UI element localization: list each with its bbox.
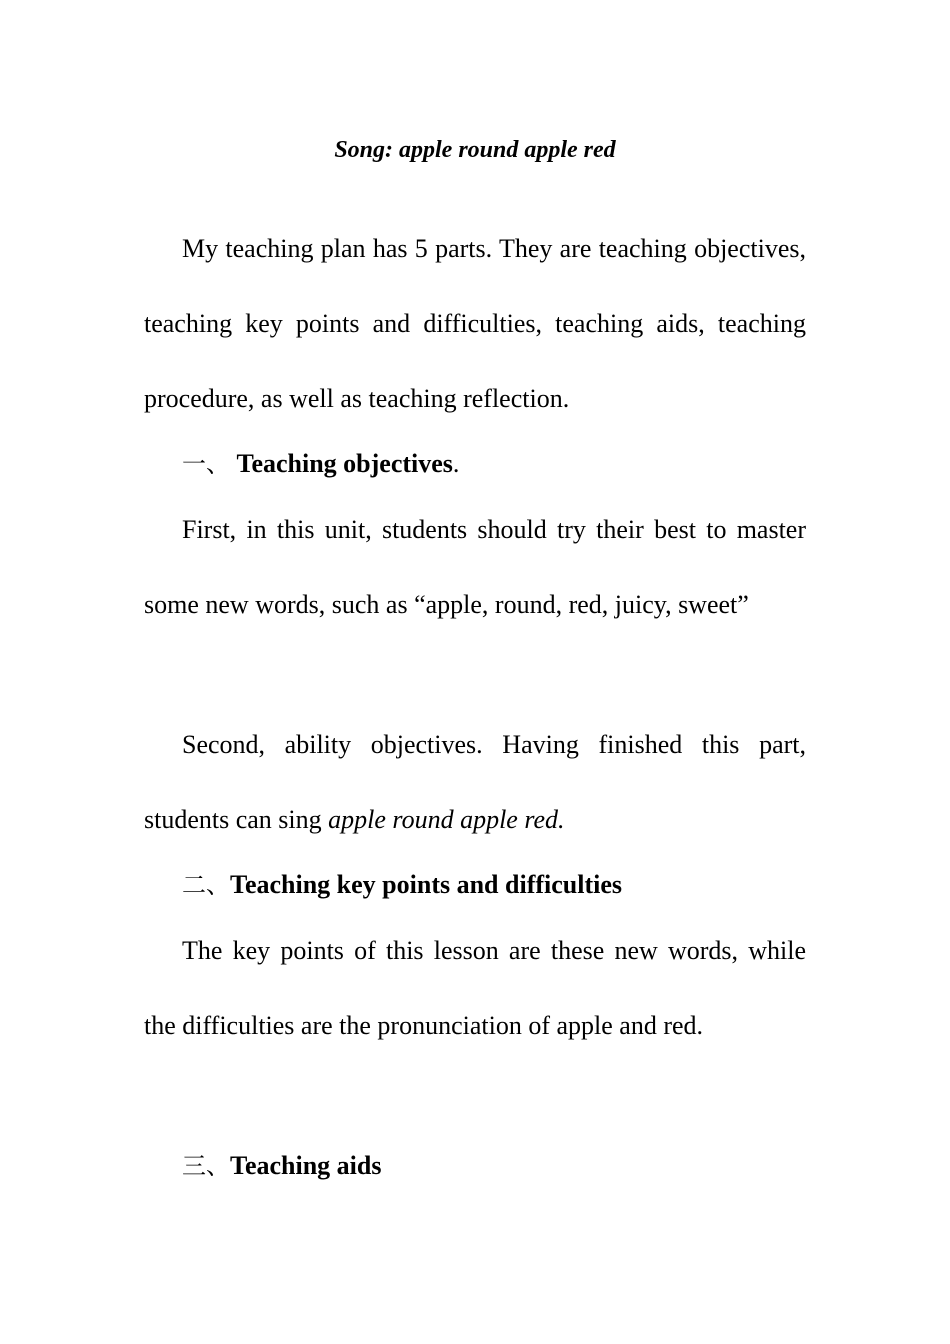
key-points-paragraph: The key points of this lesson are these new words, while the difficulties are the pronunciation of apple and red. bbox=[144, 936, 806, 1040]
section-title: Teaching aids bbox=[230, 1151, 382, 1180]
section-heading-aids bbox=[182, 1146, 806, 1186]
document-title: Song: apple round apple red bbox=[334, 137, 616, 163]
section-number: 一、 bbox=[182, 450, 230, 478]
section-heading-objectives bbox=[182, 444, 806, 484]
objectives-paragraph-second bbox=[144, 707, 806, 857]
objectives-second-text: Second, ability objectives. Having finished this part, students can sing bbox=[144, 730, 806, 834]
section-number: 二、 bbox=[182, 871, 230, 899]
section-number: 三、 bbox=[182, 1152, 230, 1180]
section-title: Teaching key points and difficulties bbox=[230, 870, 623, 899]
section-title: Teaching objectives bbox=[236, 449, 453, 478]
section-title-period: . bbox=[452, 449, 460, 478]
objectives-paragraph-first: First, in this unit, students should try their best to master some new words, such as “apple, round, red, juicy, sweet” bbox=[144, 515, 806, 619]
song-name-italic: apple round apple red. bbox=[328, 805, 565, 834]
intro-paragraph: My teaching plan has 5 parts. They are teaching objectives, teaching key points and difficulties, teaching aids, teaching procedure, as well as teaching reflection. bbox=[144, 234, 806, 413]
section-heading-key-points bbox=[182, 865, 806, 905]
